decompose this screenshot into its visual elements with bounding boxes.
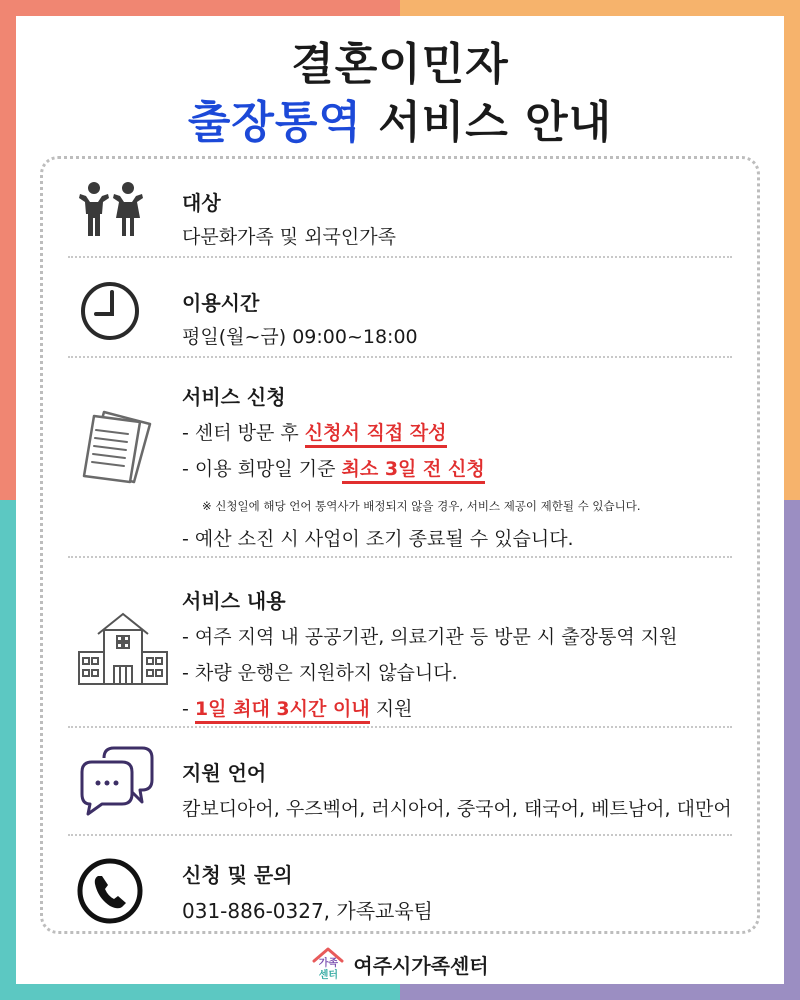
poster-panel bbox=[16, 16, 784, 984]
title-line-2 bbox=[16, 96, 784, 150]
chat-bubble-icon bbox=[76, 742, 156, 818]
footer bbox=[16, 944, 784, 984]
contact-text: 031-886-0327, 가족교육팀 bbox=[182, 899, 433, 923]
phone-icon bbox=[76, 856, 146, 926]
apply-line-2-prefix: - 이용 희망일 기준 bbox=[182, 458, 342, 480]
target-text: 다문화가족 및 외국인가족 bbox=[182, 226, 396, 248]
content-heading: 서비스 내용 bbox=[182, 589, 286, 613]
clock-icon bbox=[76, 278, 146, 344]
logo-text-top: 가족 bbox=[318, 958, 339, 969]
documents-icon bbox=[76, 404, 156, 488]
hours-text: 평일(월~금) 09:00~18:00 bbox=[182, 326, 418, 348]
content-highlight: 1일 최대 3시간 이내 bbox=[195, 698, 370, 724]
content-line-3 bbox=[182, 696, 412, 722]
logo-text-bottom: 센터 bbox=[318, 970, 339, 981]
center-logo bbox=[311, 945, 345, 983]
family-icon bbox=[76, 180, 146, 240]
apply-line-2 bbox=[182, 456, 485, 482]
content-line-3-suffix: 지원 bbox=[369, 698, 413, 720]
divider bbox=[68, 726, 732, 728]
content-line-1: - 여주 지역 내 공공기관, 의료기관 등 방문 시 출장통역 지원 bbox=[182, 626, 678, 648]
divider bbox=[68, 356, 732, 358]
apply-heading: 서비스 신청 bbox=[182, 385, 286, 409]
divider bbox=[68, 556, 732, 558]
building-icon bbox=[76, 608, 170, 688]
apply-line-1 bbox=[182, 420, 447, 446]
content-line-3-prefix: - bbox=[182, 698, 195, 720]
title-rest: 서비스 안내 bbox=[361, 97, 613, 148]
divider bbox=[68, 834, 732, 836]
languages-heading: 지원 언어 bbox=[182, 761, 267, 785]
contact-heading: 신청 및 문의 bbox=[182, 863, 293, 887]
hours-heading: 이용시간 bbox=[182, 291, 260, 315]
apply-highlight-1: 신청서 직접 작성 bbox=[305, 422, 447, 448]
target-heading: 대상 bbox=[182, 191, 221, 215]
apply-line-3: - 예산 소진 시 사업이 조기 종료될 수 있습니다. bbox=[182, 528, 574, 550]
apply-note: ※ 신청일에 해당 언어 통역사가 배정되지 않을 경우, 서비스 제공이 제한될 수 있습니다. bbox=[202, 499, 641, 513]
title-highlight: 출장통역 bbox=[187, 97, 362, 148]
apply-highlight-2: 최소 3일 전 신청 bbox=[342, 458, 485, 484]
title-line-1: 결혼이민자 bbox=[291, 39, 509, 90]
divider bbox=[68, 256, 732, 258]
content-line-2: - 차량 운행은 지원하지 않습니다. bbox=[182, 662, 458, 684]
apply-line-1-prefix: - 센터 방문 후 bbox=[182, 422, 305, 444]
languages-text: 캄보디아어, 우즈벡어, 러시아어, 중국어, 태국어, 베트남어, 대만어 bbox=[182, 798, 732, 820]
center-name: 여주시가족센터 bbox=[353, 953, 489, 978]
